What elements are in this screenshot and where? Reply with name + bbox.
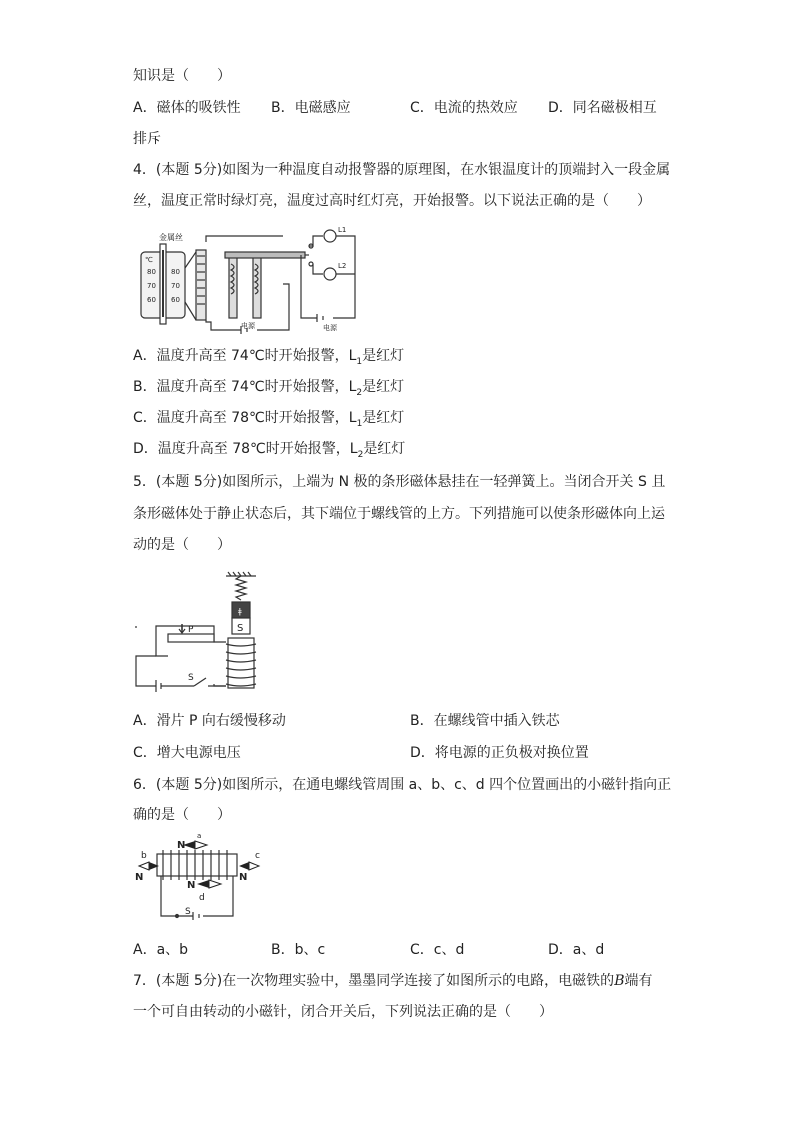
q3-option-d: D．同名磁极相互 (548, 100, 657, 116)
q6-needle-d (197, 880, 209, 888)
q5-option-c: C．增大电源电压 (133, 745, 241, 761)
q4-scale-right-80: 80 (171, 268, 180, 276)
q4-scale-left-60: 60 (147, 296, 156, 304)
q7-stem-line2: 一个可自由转动的小磁针，闭合开关后，下列说法正确的是（ ） (133, 1004, 553, 1020)
q4-stem-line1: 4．(本题 5分)如图为一种温度自动报警器的原理图，在水银温度计的顶端封入一段金属 (133, 162, 671, 178)
q4-option-d: D．温度升高至 78℃时开始报警，$L_2$是红灯 (133, 441, 406, 460)
q4-scale-right-60: 60 (171, 296, 180, 304)
q6-option-a: A．a、b (133, 942, 189, 958)
q5-option-b: B．在螺线管中插入铁芯 (410, 713, 560, 729)
q6-label-d: d (199, 893, 205, 903)
q6-n-label-c: N (239, 872, 248, 883)
q3-option-b: B．电磁感应 (271, 100, 351, 116)
q5-slider-label: P (188, 625, 194, 635)
q7-stem-line1: 7．(本题 5分)在一次物理实验中，墨墨同学连接了如图所示的电路，电磁铁的B端有 (133, 973, 653, 989)
q6-n-label-d: N (187, 880, 196, 891)
q3-tail: 知识是（ ） (133, 68, 231, 84)
q6-stem-line1: 6．(本题 5分)如图所示，在通电螺线管周围 a、b、c、d 四个位置画出的小磁针指向正 (133, 777, 672, 793)
q6-label-a: a (197, 834, 202, 840)
q3-option-a: A．磁体的吸铁性 (133, 100, 241, 116)
q4-lamp1-label: L1 (338, 226, 347, 234)
q4-power1-label: 电源 (241, 322, 255, 330)
q5-option-d: D．将电源的正负极对换位置 (410, 745, 589, 761)
q6-n-label-a: N (177, 840, 186, 851)
q4-alarm-figure (133, 222, 365, 334)
q5-option-a: A．滑片 P 向右缓慢移动 (133, 713, 286, 729)
q5-solenoid-figure (130, 570, 270, 698)
q5-switch-label: S (188, 673, 194, 683)
q6-n-label-b: N (135, 872, 144, 883)
q4-lamp2-label: L2 (338, 262, 347, 270)
q6-stem-line2: 确的是（ ） (133, 807, 231, 823)
q3-option-d-wrap: 排斥 (133, 131, 161, 147)
q5-stem-line1: 5．(本题 5分)如图所示，上端为 N 极的条形磁体悬挂在一轻弹簧上。当闭合开关 S 且 (133, 474, 666, 490)
q4-stem-line2: 丝，温度正常时绿灯亮，温度过高时红灯亮，开始报警。以下说法正确的是（ ） (133, 193, 651, 209)
q5-stem-line2: 条形磁体处于静止状态后，其下端位于螺线管的上方。下列措施可以使条形磁体向上运 (133, 506, 665, 522)
q5-magnet-s-label: S (237, 623, 244, 634)
svg-text:ǂ: ǂ (238, 607, 242, 616)
q6-option-c: C．c、d (410, 942, 465, 958)
q3-option-c: C．电流的热效应 (410, 100, 518, 116)
q6-needle-b (139, 862, 149, 870)
q4-unit-label: ℃ (145, 256, 153, 264)
q4-wire-label: 金属丝 (159, 233, 183, 242)
q4-power2-label: 电源 (323, 324, 337, 332)
q5-stem-line3: 动的是（ ） (133, 537, 231, 553)
q6-option-b: B．b、c (271, 942, 326, 958)
q6-switch-label: S (185, 907, 191, 917)
q4-option-a: A．温度升高至 74℃时开始报警，$L_1$是红灯 (133, 348, 405, 367)
q6-option-d: D．a、d (548, 942, 605, 958)
q4-option-b: B．温度升高至 74℃时开始报警，$L_2$是红灯 (133, 379, 405, 398)
q4-scale-left-70: 70 (147, 282, 156, 290)
q6-solenoid-figure (133, 834, 273, 926)
q4-scale-left-80: 80 (147, 268, 156, 276)
q6-label-b: b (141, 851, 147, 861)
q6-label-c: c (255, 851, 260, 861)
q6-needle-c (239, 862, 249, 870)
q4-scale-right-70: 70 (171, 282, 180, 290)
q4-option-c: C．温度升高至 78℃时开始报警，$L_1$是红灯 (133, 410, 405, 429)
